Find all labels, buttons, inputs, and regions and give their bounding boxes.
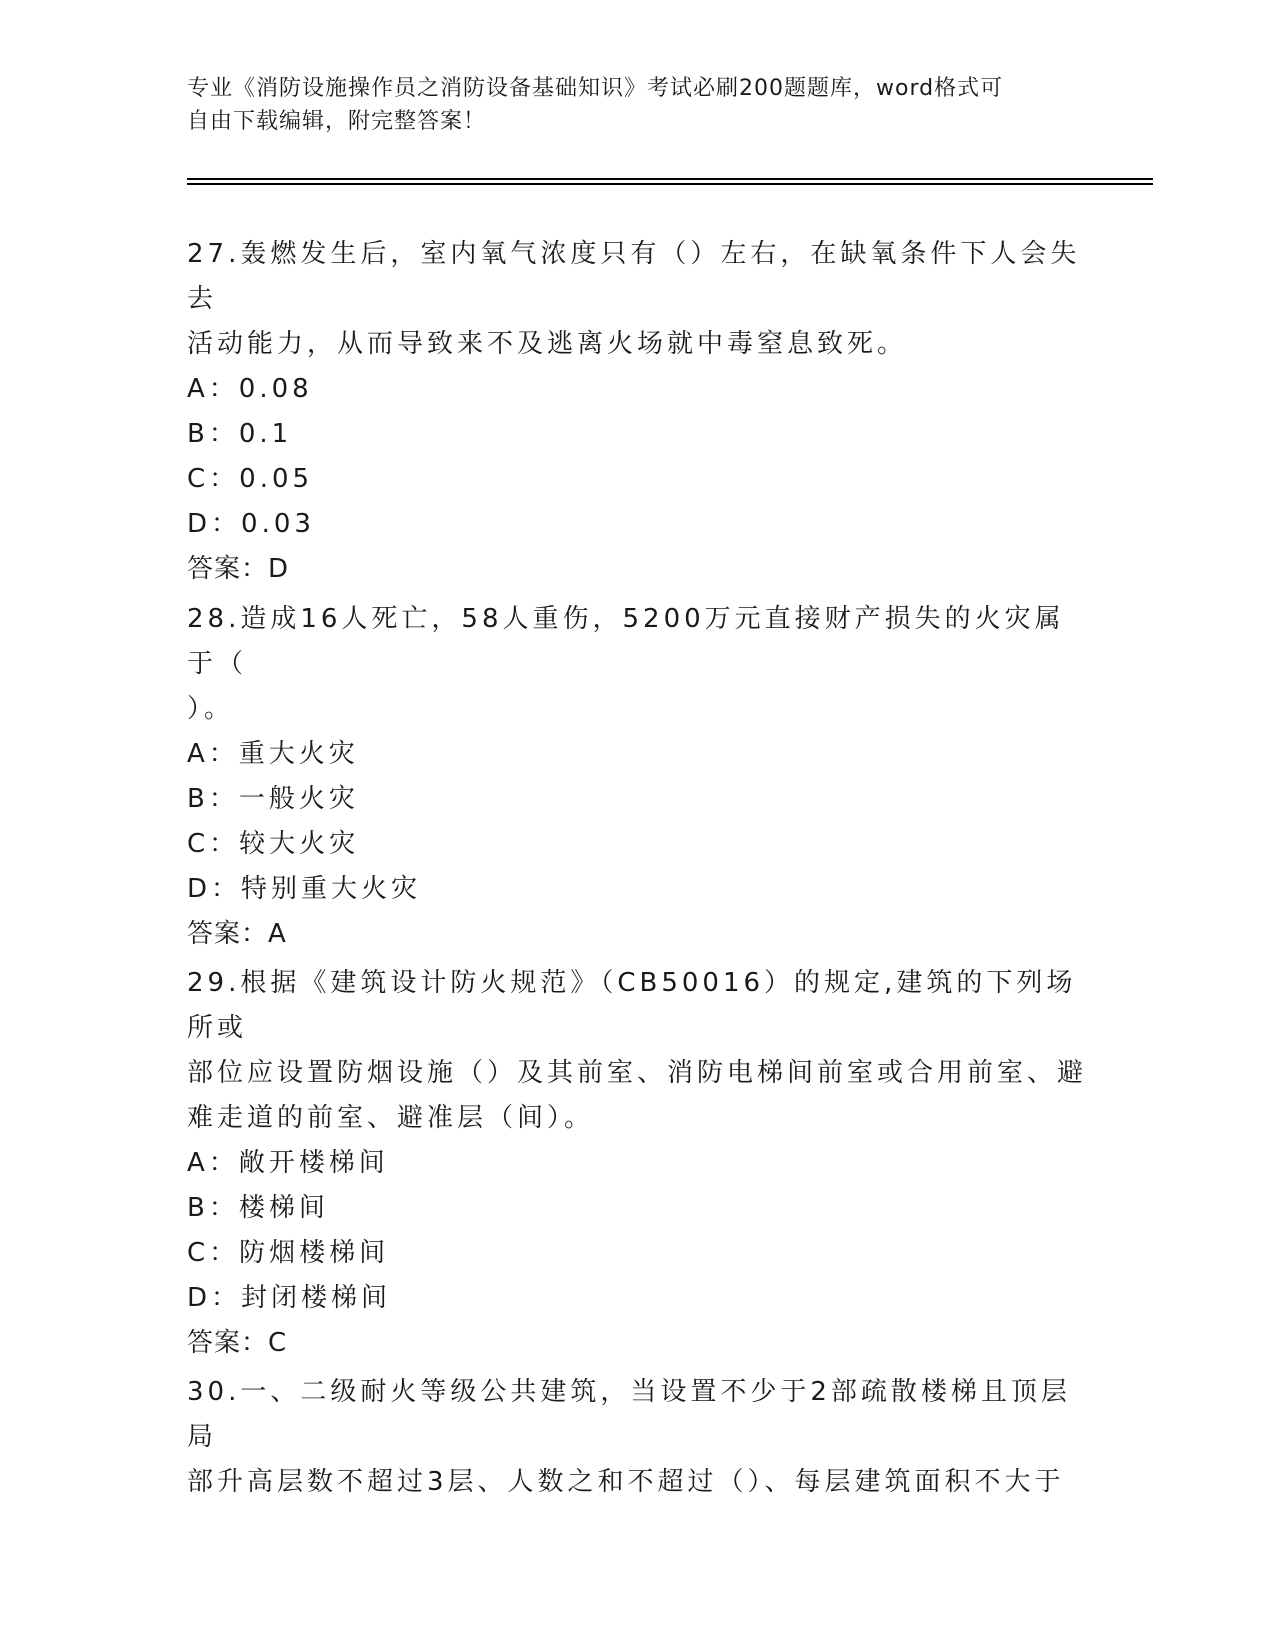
header-divider-bottom [187, 183, 1153, 185]
option-b: B：一般火灾 [187, 784, 359, 814]
option-b: B：楼梯间 [187, 1193, 329, 1223]
option-a: A：重大火灾 [187, 739, 359, 769]
question-30 [187, 1370, 1087, 1505]
option-d: D：特别重大火灾 [187, 874, 422, 904]
question-stem-line: 部位应设置防烟设施（）及其前室、消防电梯间前室或合用前室、避 [187, 1058, 1088, 1088]
question-stem-line: 28.造成16人死亡，58人重伤，5200万元直接财产损失的火灾属于（ [187, 604, 1065, 679]
question-27 [187, 232, 1087, 592]
option-c: C：0.05 [187, 464, 314, 494]
question-28 [187, 597, 1087, 957]
header-line-1: 专业《消防设施操作员之消防设备基础知识》考试必刷200题题库，word格式可 [187, 76, 1004, 101]
question-stem-line: 27.轰燃发生后，室内氧气浓度只有（）左右，在缺氧条件下人会失去 [187, 239, 1081, 314]
option-a: A：敞开楼梯间 [187, 1148, 389, 1178]
question-stem-line: 活动能力，从而导致来不及逃离火场就中毒窒息致死。 [187, 329, 908, 359]
question-stem-line: 30.一、二级耐火等级公共建筑，当设置不少于2部疏散楼梯且顶层局 [187, 1377, 1071, 1452]
answer: 答案：D [187, 554, 290, 584]
question-29 [187, 961, 1087, 1366]
answer: 答案：A [187, 919, 287, 949]
document-header [187, 72, 1067, 138]
answer: 答案：C [187, 1328, 288, 1358]
question-stem-line: 难走道的前室、避准层（间）。 [187, 1103, 595, 1133]
option-d: D：0.03 [187, 509, 315, 539]
option-d: D：封闭楼梯间 [187, 1283, 392, 1313]
question-stem-line: 部升高层数不超过3层、人数之和不超过（）、每层建筑面积不大于 [187, 1467, 1065, 1497]
question-stem-line: 29.根据《建筑设计防火规范》（CB50016）的规定,建筑的下列场所或 [187, 968, 1077, 1043]
option-c: C：防烟楼梯间 [187, 1238, 390, 1268]
option-b: B：0.1 [187, 419, 293, 449]
header-divider-top [187, 178, 1153, 180]
option-c: C：较大火灾 [187, 829, 360, 859]
option-a: A：0.08 [187, 374, 313, 404]
question-stem-line: ）。 [187, 694, 235, 724]
header-line-2: 自由下载编辑，附完整答案！ [187, 109, 487, 134]
